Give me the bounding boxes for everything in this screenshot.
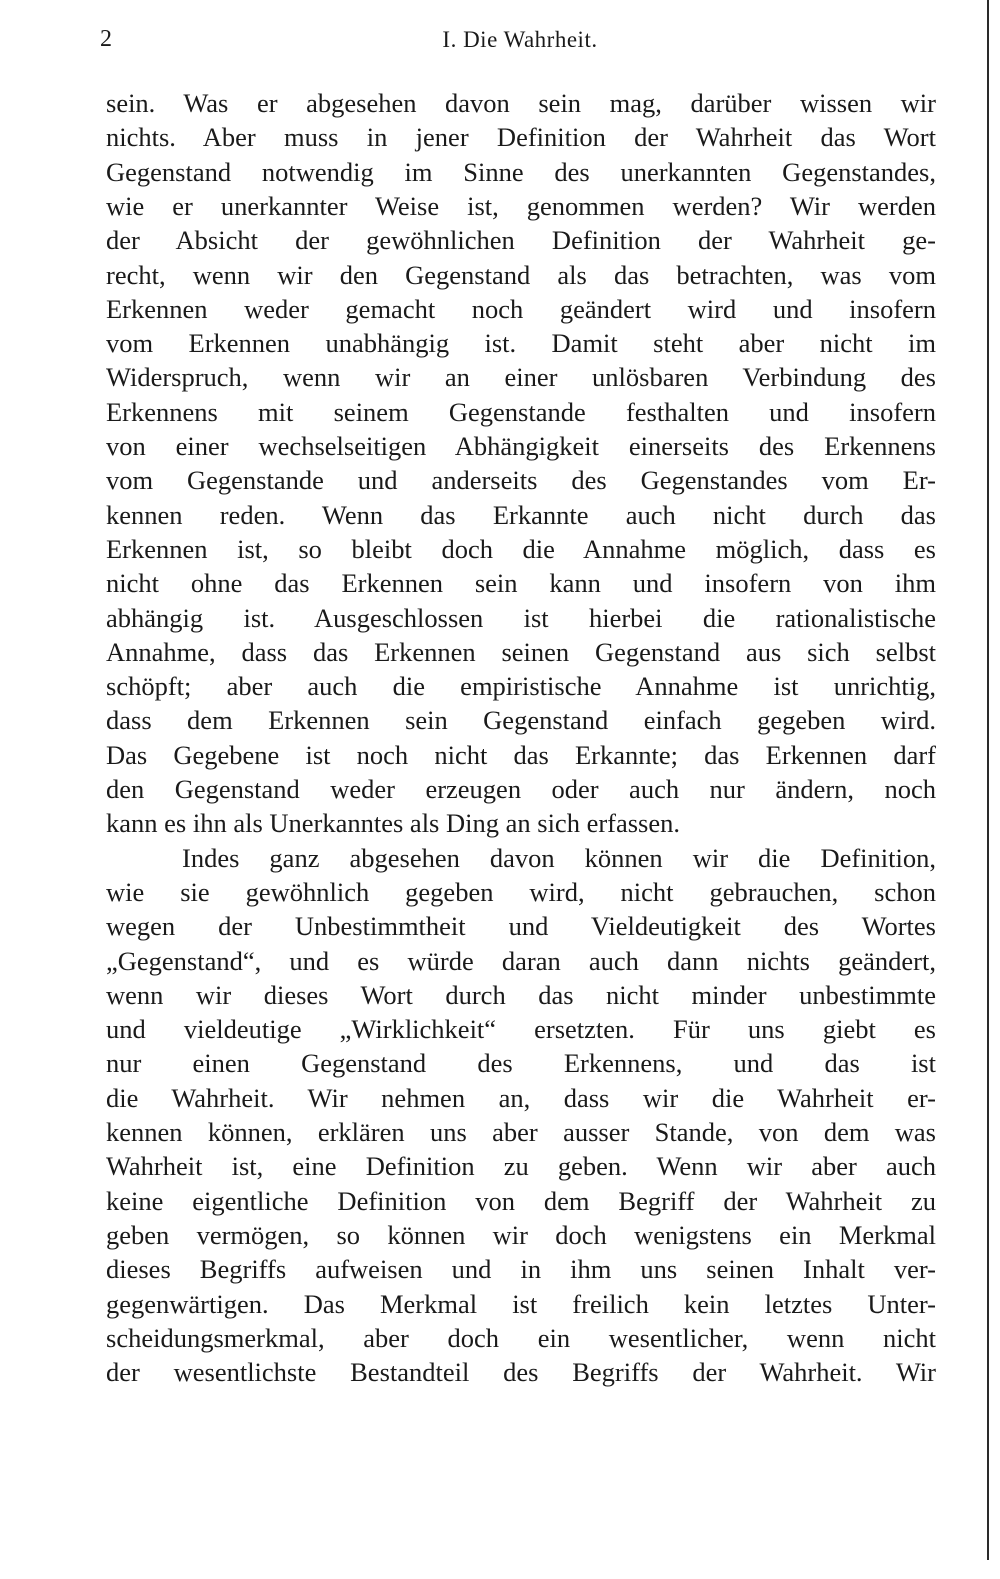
text-line: Widerspruch, wenn wir an einer unlösbaren Verbindung des [106,362,936,393]
text-line: dass dem Erkennen sein Gegenstand einfach gegeben wird. [106,705,936,736]
text-line: und vieldeutige „Wirklichkeit“ ersetzten. Für uns giebt es [106,1014,936,1045]
text-line: kann es ihn als Unerkanntes als Ding an sich erfassen. [106,808,681,839]
text-line: Gegenstand notwendig im Sinne des unerkannten Gegenstandes, [106,156,936,187]
text-line: der wesentlichste Bestandteil des Begriffs der Wahrheit. Wir [106,1357,936,1388]
text-line: vom Erkennen unabhängig ist. Damit steht aber nicht im [106,328,936,359]
margin-rule [987,0,989,1560]
text-line: dieses Begriffs aufweisen und in ihm uns seinen Inhalt ver- [106,1254,936,1285]
text-line: kennen können, erklären uns aber ausser Stande, von dem was [106,1117,936,1147]
text-line: Erkennen ist, so bleibt doch die Annahme möglich, dass es [106,533,936,564]
running-head: I. Die Wahrheit. [442,27,598,52]
text-line: scheidungsmerkmal, aber doch ein wesentlicher, wenn nicht [106,1322,936,1353]
text-line: sein. Was er abgesehen davon sein mag, darüber wissen wir [106,88,936,118]
text-line: wie sie gewöhnlich gegeben wird, nicht gebrauchen, schon [106,876,936,907]
text-line: keine eigentliche Definition von dem Begriff der Wahrheit zu [106,1185,936,1216]
text-line: abhängig ist. Ausgeschlossen ist hierbei die rationalistische [106,602,936,633]
text-line: nur einen Gegenstand des Erkennens, und das ist [106,1048,936,1079]
text-line: vom Gegenstande und anderseits des Gegenstandes vom Er- [106,465,936,496]
text-line: wie er unerkannter Weise ist, genommen werden? Wir werden [106,190,936,221]
text-line: geben vermögen, so können wir doch wenigstens ein Merkmal [106,1219,936,1250]
text-line: Erkennen weder gemacht noch geändert wird und insofern [106,293,936,324]
text-line: Indes ganz abgesehen davon können wir die Definition, [182,842,936,873]
text-line: kennen reden. Wenn das Erkannte auch nicht durch das [106,499,936,530]
text-line: nicht ohne das Erkennen sein kann und insofern von ihm [106,568,936,599]
text-line: wenn wir dieses Wort durch das nicht minder unbestimmte [106,979,936,1010]
text-line: Das Gegebene ist noch nicht das Erkannte; das Erkennen darf [106,739,936,770]
text-line: recht, wenn wir den Gegenstand als das betrachten, was vom [106,259,936,290]
text-line: Wahrheit ist, eine Definition zu geben. Wenn wir aber auch [106,1151,936,1182]
text-line: schöpft; aber auch die empiristische Annahme ist unrichtig, [106,671,936,702]
text-line: den Gegenstand weder erzeugen oder auch nur ändern, noch [106,774,936,804]
text-line: „Gegenstand“, und es würde daran auch dann nichts geändert, [106,945,936,976]
page-number: 2 [100,26,112,52]
text-line: Annahme, dass das Erkennen seinen Gegenstand aus sich selbst [106,636,936,667]
text-line: gegenwärtigen. Das Merkmal ist freilich kein letztes Unter- [106,1288,936,1319]
text-line: wegen der Unbestimmtheit und Vieldeutigkeit des Wortes [106,911,936,942]
text-line: von einer wechselseitigen Abhängigkeit einerseits des Erkennens [106,431,936,461]
text-line: nichts. Aber muss in jener Definition der Wahrheit das Wort [106,122,936,153]
text-line: Erkennens mit seinem Gegenstande festhalten und insofern [106,396,936,427]
text-line: die Wahrheit. Wir nehmen an, dass wir die Wahrheit er- [106,1082,936,1113]
text-line: der Absicht der gewöhnlichen Definition der Wahrheit ge- [106,225,936,256]
